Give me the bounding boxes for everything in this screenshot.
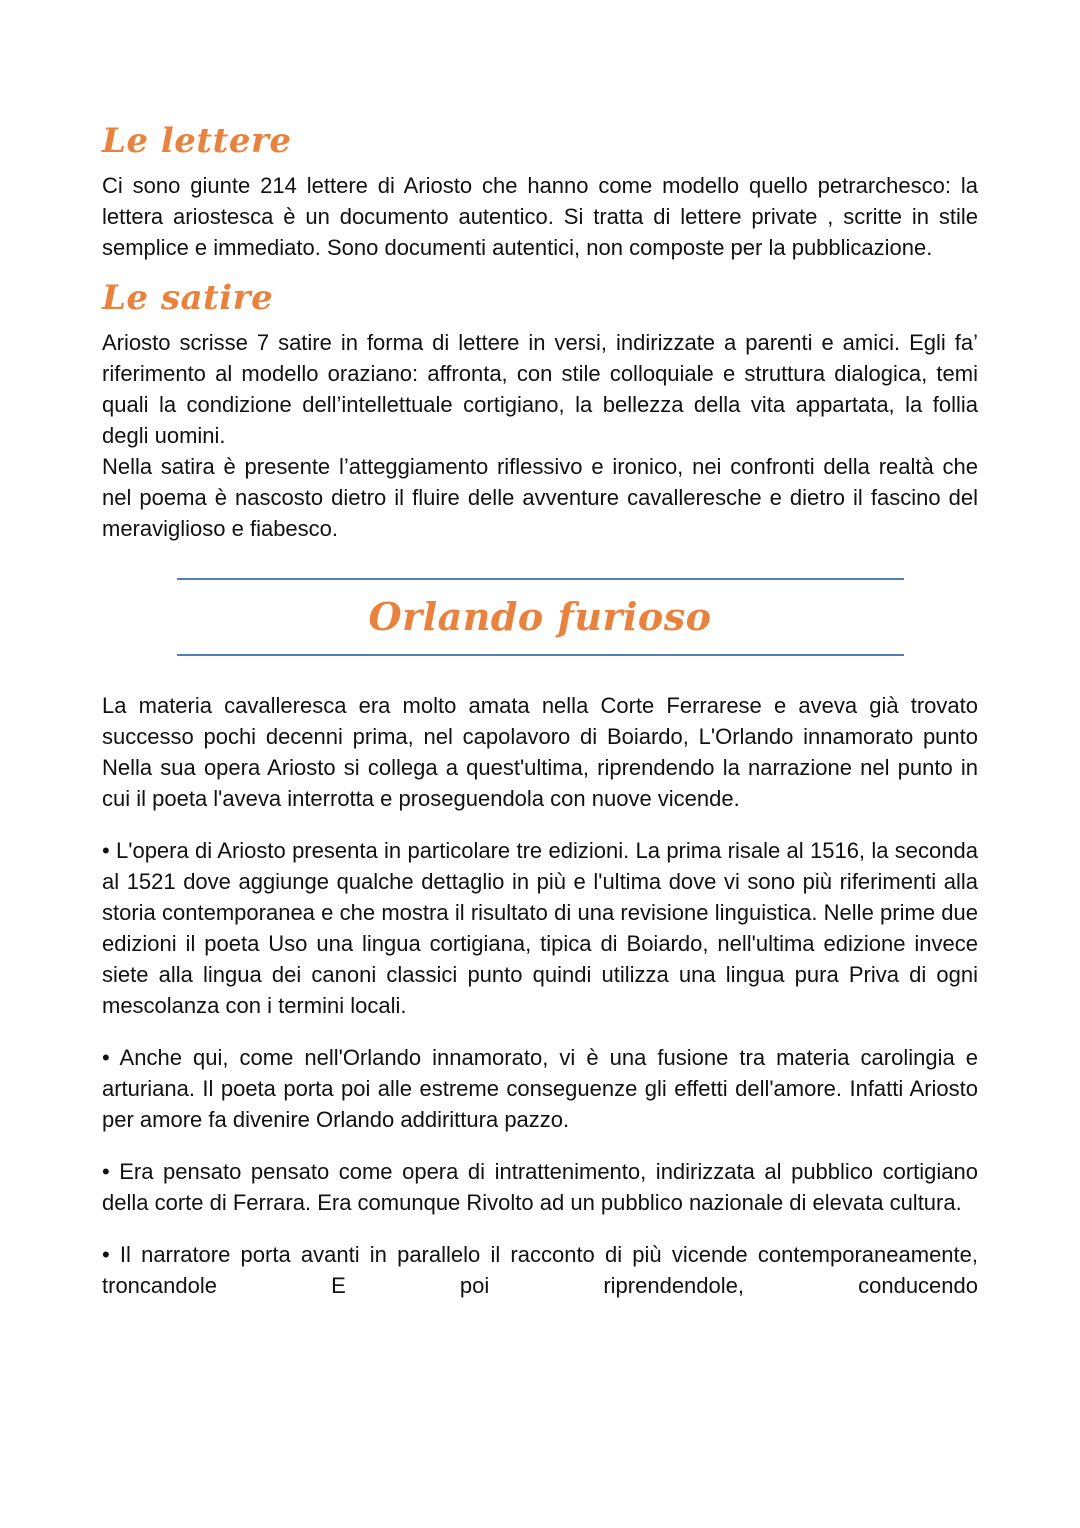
bullet-paragraph-narratore: • Il narratore porta avanti in parallelo il racconto di più vicende contemporaneamente, troncandole E poi riprendendole, conducendo <box>102 1242 978 1298</box>
paragraph-orlando-intro: La materia cavalleresca era molto amata nella Corte Ferrarese e aveva già trovato successo pochi decenni prima, nel capolavoro di Boiardo, L'Orlando innamorato punto Nella sua opera Ariosto si collega a quest'ultima, riprendendo la narrazione nel punto in cui il poeta l'aveva interrotta e proseguendola con nuove vicende. <box>102 693 978 811</box>
bullet-paragraph-fusione: • Anche qui, come nell'Orlando innamorato, vi è una fusione tra materia carolingia e arturiana. Il poeta porta poi alle estreme conseguenze gli effetti dell'amore. Infatti Ariosto per amore fa divenire Orlando addirittura pazzo. <box>102 1045 978 1132</box>
bullet-paragraph-pubblico: • Era pensato pensato come opera di intrattenimento, indirizzata al pubblico cortigiano della corte di Ferrara. Era comunque Rivolto ad un pubblico nazionale di elevata cultura. <box>102 1159 978 1215</box>
bullet-paragraph-editions: • L'opera di Ariosto presenta in particolare tre edizioni. La prima risale al 1516, la seconda al 1521 dove aggiunge qualche dettaglio in più e l'ultima dove vi sono più riferimenti alla storia contemporanea e che mostra il risultato di una revisione linguistica. Nelle prime due edizioni il poeta Uso una lingua cortigiana, tipica di Boiardo, nell'ultima edizione invece siete alla lingua dei canoni classici punto quindi utilizza una lingua pura Priva di ogni mescolanza con i termini locali. <box>102 838 978 1018</box>
section-heading-satire: Le satire <box>102 278 274 318</box>
section-heading-lettere: Le lettere <box>102 121 292 161</box>
paragraph-satire-1: Ariosto scrisse 7 satire in forma di lettere in versi, indirizzate a parenti e amici. Egli fa’ riferimento al modello oraziano: affronta, con stile colloquiale e struttura dialogica, temi quali la condizione dell’intellettuale cortigiano, la bellezza della vita appartata, la follia degli uomini. <box>102 330 978 448</box>
orlando-title-divider-block <box>177 578 904 656</box>
paragraph-satire-2: Nella satira è presente l’atteggiamento riflessivo e ironico, nei confronti della realtà che nel poema è nascosto dietro il fluire delle avventure cavalleresche e dietro il fascino del meraviglioso e fiabesco. <box>102 454 978 541</box>
paragraph-lettere-body: Ci sono giunte 214 lettere di Ariosto che hanno come modello quello petrarchesco: la lettera ariostesca è un documento autentico. Si tratta di lettere private , scritte in stile semplice e immediato. Sono documenti autentici, non composte per la pubblicazione. <box>102 173 978 260</box>
chapter-title-orlando-furioso: Orlando furioso <box>368 594 712 639</box>
